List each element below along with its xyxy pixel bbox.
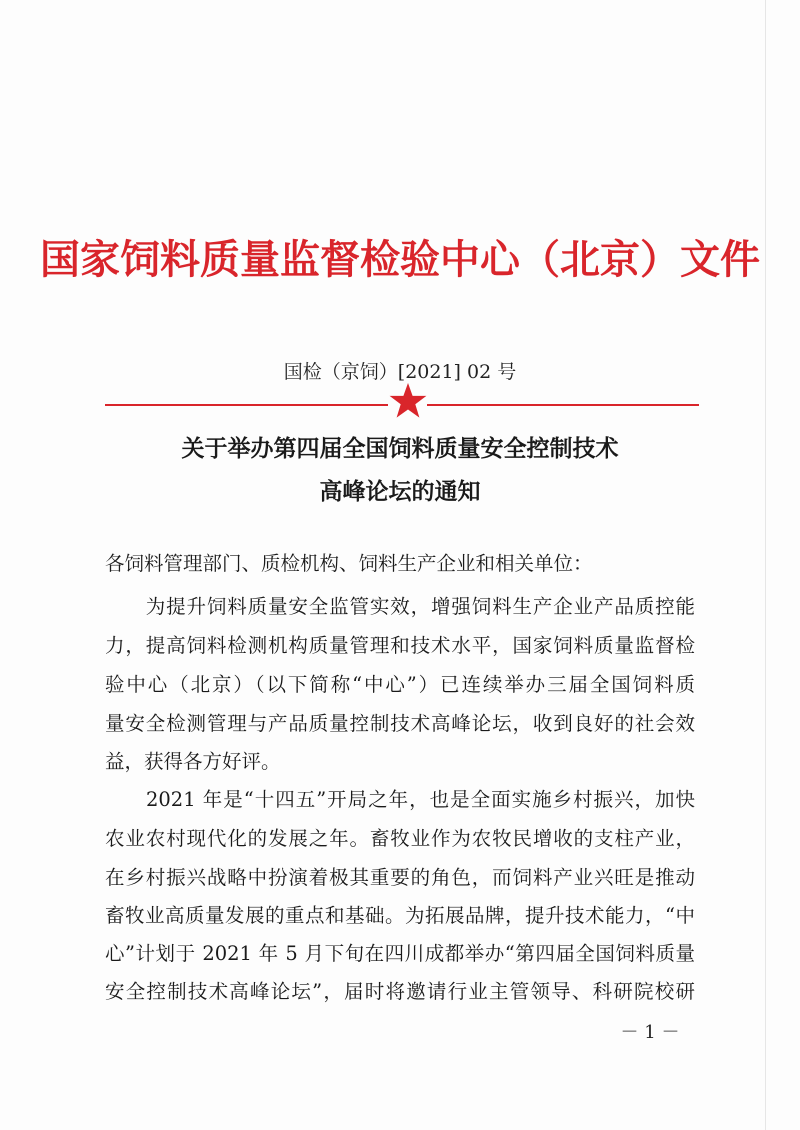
paragraph-2-line: 安全控制技术高峰论坛”，届时将邀请行业主管领导、科研院校研 xyxy=(105,980,695,1003)
paragraph-2-line: 心”计划于 2021 年 5 月下旬在四川成都举办“第四届全国饲料质量 xyxy=(105,942,695,965)
page-edge xyxy=(765,0,766,1130)
document-header-title: 国家饲料质量监督检验中心（北京）文件 xyxy=(40,237,760,283)
paragraph-1-line: 益，获得各方好评。 xyxy=(105,750,281,773)
paragraph-1-line: 为提升饲料质量安全监管实效，增强饲料生产企业产品质控能 xyxy=(105,595,695,618)
red-star-icon xyxy=(388,381,428,421)
paragraph-2-line: 在乡村振兴战略中扮演着极其重要的角色，而饲料产业兴旺是推动 xyxy=(105,866,695,889)
red-divider-left xyxy=(105,404,388,406)
paragraph-2-line: 畜牧业高质量发展的重点和基础。为拓展品牌，提升技术能力，“中 xyxy=(105,904,695,927)
page-number: － 1 － xyxy=(620,1022,680,1043)
paragraph-1-line: 量安全检测管理与产品质量控制技术高峰论坛，收到良好的社会效 xyxy=(105,712,695,735)
document-number: 国检（京饲）[2021] 02 号 xyxy=(283,361,517,383)
red-divider-right xyxy=(427,404,699,406)
salutation: 各饲料管理部门、质检机构、饲料生产企业和相关单位： xyxy=(105,552,593,575)
paragraph-2-line: 2021 年是“十四五”开局之年，也是全面实施乡村振兴，加快 xyxy=(105,788,695,811)
paragraph-1-line: 力，提高饲料检测机构质量管理和技术水平，国家饲料质量监督检 xyxy=(105,634,695,657)
paragraph-2-line: 农业农村现代化的发展之年。畜牧业作为农牧民增收的支柱产业， xyxy=(105,827,695,850)
paragraph-1-line: 验中心（北京）（以下简称“中心”）已连续举办三届全国饲料质 xyxy=(105,673,695,696)
notice-title-line-2: 高峰论坛的通知 xyxy=(319,479,481,505)
notice-title-line-1: 关于举办第四届全国饲料质量安全控制技术 xyxy=(181,436,619,462)
